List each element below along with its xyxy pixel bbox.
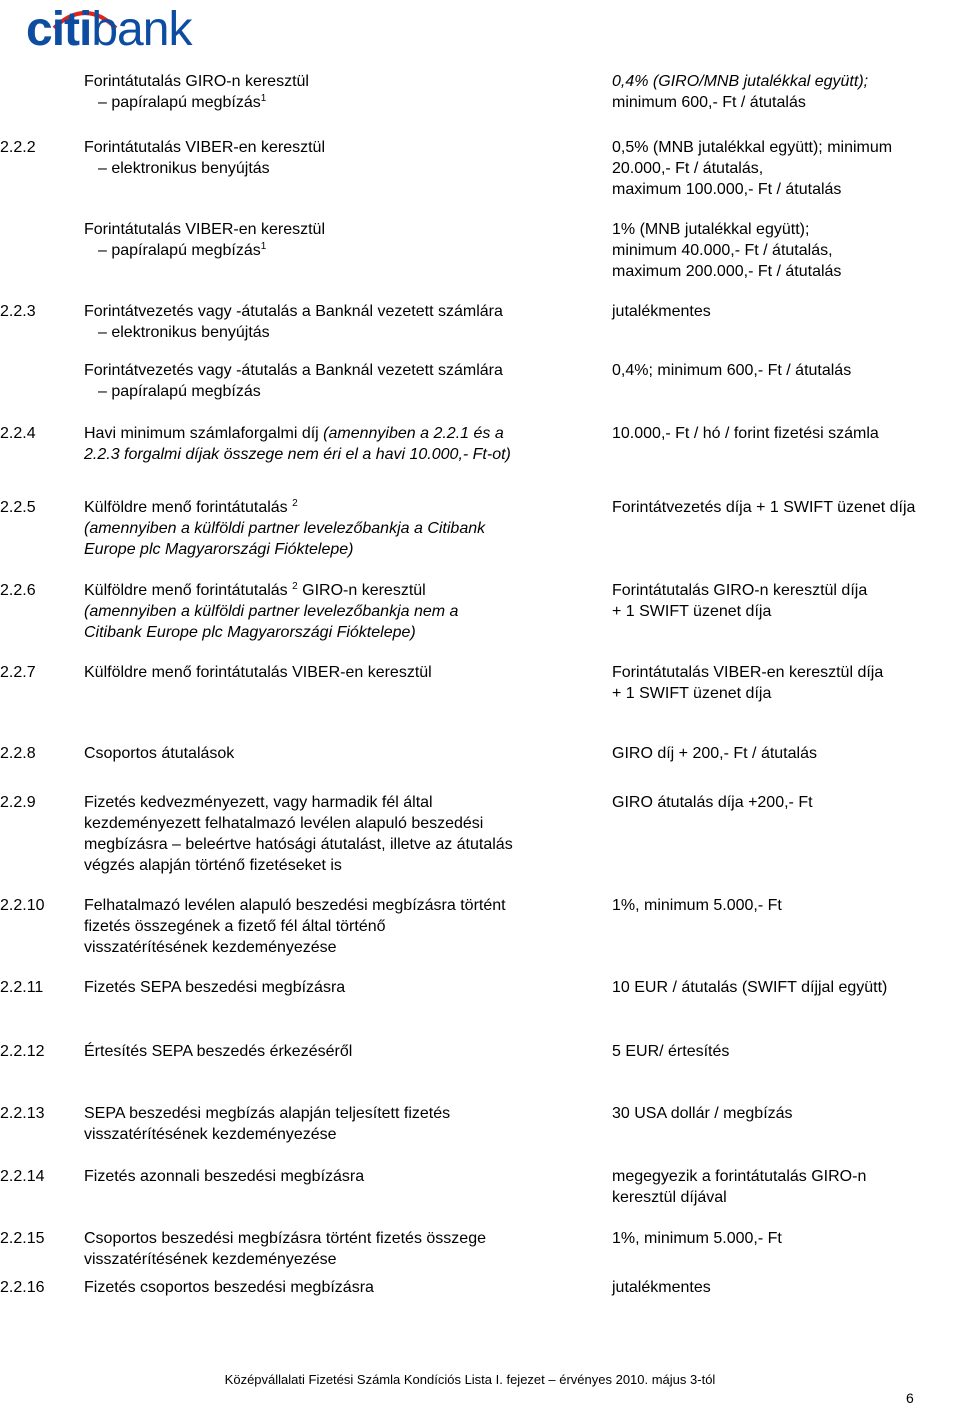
row-desc: Havi minimum számlaforgalmi díj (amennyiben a 2.2.1 és a [84,425,504,442]
row-value: GIRO átutalás díja +200,- Ft [612,794,813,811]
row-desc: végzés alapján történő fizetéseket is [84,857,342,874]
row-number: 2.2.10 [0,897,45,914]
row-value: Forintátutalás VIBER-en keresztül díja [612,664,884,681]
row-desc: visszatérítésének kezdeményezése [84,1126,337,1143]
row-desc: – papíralapú megbízás$^1$ [98,241,267,259]
row-value: 20.000,- Ft / átutalás, [612,160,764,177]
row-number: 2.2.6 [0,582,36,599]
row-desc: Külföldre menő forintátutalás $^2$ [84,498,298,516]
row-desc: Forintátutalás VIBER-en keresztül [84,139,325,156]
row-desc: SEPA beszedési megbízás alapján teljesített fizetés [84,1105,451,1122]
row-desc: Csoportos beszedési megbízásra történt fizetés összege [84,1230,486,1247]
row-value: Forintátvezetés díja + 1 SWIFT üzenet díja [612,499,916,516]
row-value: minimum 40.000,- Ft / átutalás, [612,242,833,259]
row-value: 1%, minimum 5.000,- Ft [612,1230,782,1247]
row-value: 1%, minimum 5.000,- Ft [612,897,782,914]
row-desc: Forintátvezetés vagy -átutalás a Banknál vezetett számlára [84,303,503,320]
row-value: 1% (MNB jutalékkal együtt); [612,221,810,238]
row-desc: – elektronikus benyújtás [98,160,270,177]
row-number: 2.2.12 [0,1043,45,1060]
row-desc: visszatérítésének kezdeményezése [84,939,337,956]
row-value: GIRO díj + 200,- Ft / átutalás [612,745,817,762]
row-value: megegyezik a forintátutalás GIRO-n [612,1168,867,1185]
row-desc: – papíralapú megbízás$^1$ [98,93,267,111]
citibank-logo [14,3,214,56]
row-desc: Fizetés azonnali beszedési megbízásra [84,1168,365,1185]
row-desc: – papíralapú megbízás [98,383,261,400]
row-desc: Külföldre menő forintátutalás $^2$ GIRO-n keresztül [84,581,426,599]
row-desc: Fizetés SEPA beszedési megbízásra [84,979,346,996]
row-desc: 2.2.3 forgalmi díjak összege nem éri el a havi 10.000,- Ft-ot) [84,446,511,463]
page-footer: Középvállalati Fizetési Számla Kondíciós Lista I. fejezet – érvényes 2010. május 3-tól [224,1372,716,1387]
row-desc: Csoportos átutalások [84,745,235,762]
row-desc: Citibank Europe plc Magyarországi Fióktelepe) [84,624,416,641]
row-value: 10 EUR / átutalás (SWIFT díjjal együtt) [612,979,888,996]
row-number: 2.2.3 [0,303,36,320]
row-desc: Külföldre menő forintátutalás VIBER-en keresztül [84,664,432,681]
row-number: 2.2.2 [0,139,36,156]
row-desc: megbízásra – beleértve hatósági átutalást, illetve az átutalás [84,836,513,853]
row-number: 2.2.9 [0,794,36,811]
row-desc: – elektronikus benyújtás [98,324,270,341]
row-value: 0,4%; minimum 600,- Ft / átutalás [612,362,852,379]
row-desc: Értesítés SEPA beszedés érkezéséről [84,1043,353,1060]
row-number: 2.2.16 [0,1279,45,1296]
row-value: 0,4% (GIRO/MNB jutalékkal együtt); [612,73,869,90]
row-value: Forintátutalás GIRO-n keresztül díja [612,582,868,599]
row-number: 2.2.8 [0,745,36,762]
row-value: 10.000,- Ft / hó / forint fizetési számla [612,425,879,442]
row-number: 2.2.13 [0,1105,45,1122]
row-desc: Fizetés kedvezményezett, vagy harmadik fél által [84,794,433,811]
row-value: 30 USA dollár / megbízás [612,1105,793,1122]
row-number: 2.2.5 [0,499,36,516]
row-value: 5 EUR/ értesítés [612,1043,730,1060]
row-desc: fizetés összegének a fizető fél által történő [84,918,386,935]
row-desc: visszatérítésének kezdeményezése [84,1251,337,1268]
row-desc: Forintátutalás GIRO-n keresztül [84,73,309,90]
row-desc: Felhatalmazó levélen alapuló beszedési megbízásra történt [84,897,506,914]
row-number: 2.2.11 [0,979,44,996]
row-desc: Forintátvezetés vagy -átutalás a Banknál vezetett számlára [84,362,503,379]
row-value: 0,5% (MNB jutalékkal együtt); minimum [612,139,893,156]
row-desc: Forintátutalás VIBER-en keresztül [84,221,325,238]
row-desc: Fizetés csoportos beszedési megbízásra [84,1279,374,1296]
row-desc: Europe plc Magyarországi Fióktelepe) [84,541,354,558]
row-value: maximum 200.000,- Ft / átutalás [612,263,842,280]
row-value: minimum 600,- Ft / átutalás [612,94,806,111]
row-value: jutalékmentes [612,303,711,320]
row-number: 2.2.4 [0,425,36,442]
page-number: 6 [906,1390,914,1406]
logo-citi: citi [26,3,92,56]
row-desc: kezdeményezett felhatalmazó levélen alapuló beszedési [84,815,484,832]
row-value: maximum 100.000,- Ft / átutalás [612,181,842,198]
row-number: 2.2.7 [0,664,36,681]
logo-bank: bank [91,3,192,56]
row-number: 2.2.15 [0,1230,45,1247]
logo-wordmark [26,2,191,58]
row-value: jutalékmentes [612,1279,711,1296]
row-number: 2.2.14 [0,1168,45,1185]
row-desc: (amennyiben a külföldi partner levelezőbankja nem a [84,603,459,620]
row-desc: (amennyiben a külföldi partner levelezőbankja a Citibank [84,520,486,537]
row-value: + 1 SWIFT üzenet díja [612,603,772,620]
row-value: + 1 SWIFT üzenet díja [612,685,772,702]
row-value: keresztül díjával [612,1189,727,1206]
